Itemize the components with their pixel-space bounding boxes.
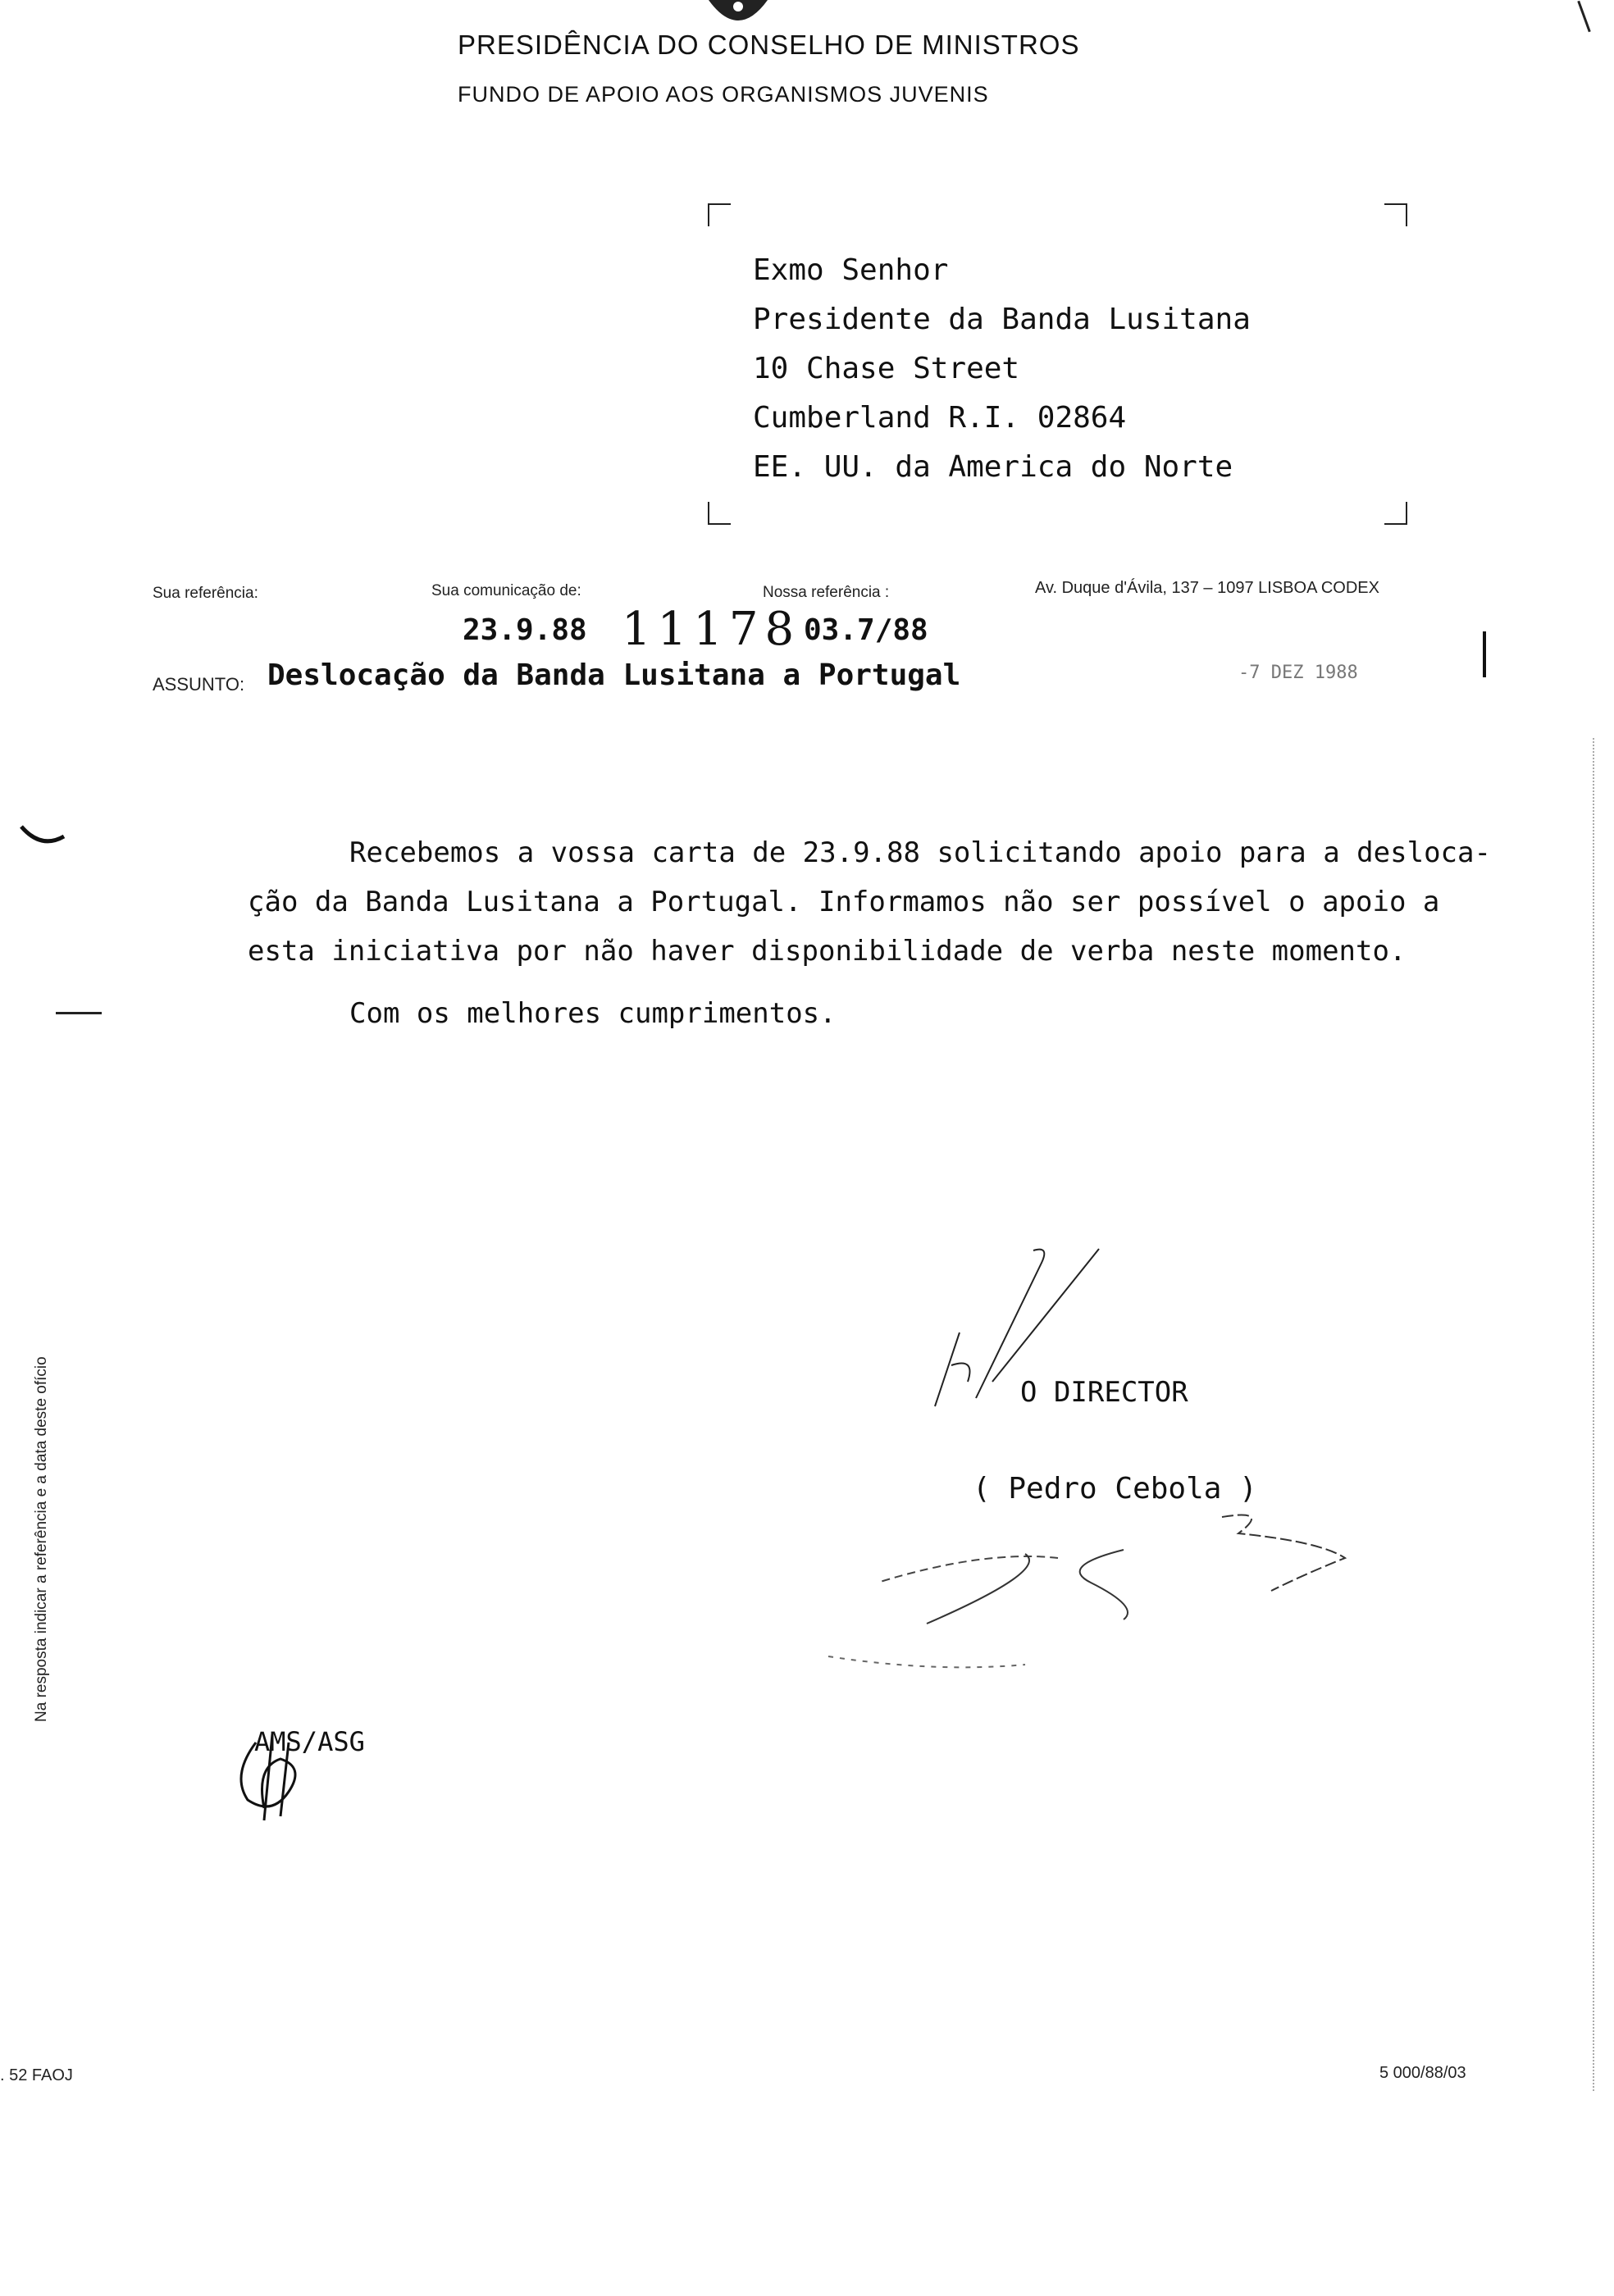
edge-mark <box>1577 1 1591 33</box>
sua-comunicacao-label: Sua comunicação de: <box>431 582 581 599</box>
typist-initials: AMS/ASG <box>254 1726 365 1757</box>
nossa-referencia-value: 03.7/88 <box>804 613 928 647</box>
date-stamp: -7 DEZ 1988 <box>1238 663 1358 683</box>
punch-mark <box>18 820 67 853</box>
window-corner-tr <box>1384 203 1407 226</box>
subject-label: ASSUNTO: <box>153 674 245 695</box>
window-corner-bl <box>708 502 731 525</box>
body-line-1: Recebemos a vossa carta de 23.9.88 solicitando apoio para a desloca- <box>349 836 1491 869</box>
stamp-number: 11178 <box>622 603 801 656</box>
body-line-3: esta iniciativa por não haver disponibilidade de verba neste momento. <box>248 935 1407 968</box>
body-line-2: ção da Banda Lusitana a Portugal. Informamos não ser possível o apoio a <box>248 886 1440 918</box>
letter-body <box>248 828 1527 1038</box>
side-note: Na resposta indicar a referência e a data deste ofício <box>33 1356 50 1722</box>
recipient-address <box>753 246 1251 492</box>
director-name: ( Pedro Cebola ) <box>973 1472 1257 1506</box>
sua-comunicacao-value: 23.9.88 <box>463 613 587 647</box>
recipient-line-4: Cumberland R.I. 02864 <box>753 401 1127 435</box>
ministry-heading: PRESIDÊNCIA DO CONSELHO DE MINISTROS <box>458 30 1080 60</box>
recipient-line-3: 10 Chase Street <box>753 352 1020 385</box>
initials-scribble <box>223 1726 321 1824</box>
fold-mark <box>56 1012 102 1014</box>
print-code: 5 000/88/03 <box>1379 2064 1466 2082</box>
recipient-line-1: Exmo Senhor <box>753 253 949 287</box>
director-title: O DIRECTOR <box>1020 1376 1188 1409</box>
window-corner-br <box>1384 502 1407 525</box>
nossa-referencia-label: Nossa referência : <box>763 584 890 601</box>
subject-text: Deslocação da Banda Lusitana a Portugal <box>267 658 961 692</box>
sender-address: Av. Duque d'Ávila, 137 – 1097 LISBOA CODEX <box>1035 579 1379 597</box>
right-edge-dots <box>1593 738 1596 2091</box>
recipient-line-2: Presidente da Banda Lusitana <box>753 303 1251 336</box>
sua-referencia-label: Sua referência: <box>153 585 258 602</box>
recipient-line-5: EE. UU. da America do Norte <box>753 450 1233 484</box>
closing-line: Com os melhores cumprimentos. <box>349 997 837 1030</box>
faint-signature <box>812 1492 1370 1681</box>
form-code: . 52 FAOJ <box>0 2066 73 2084</box>
agency-heading: FUNDO DE APOIO AOS ORGANISMOS JUVENIS <box>458 82 989 107</box>
margin-bar <box>1483 631 1486 677</box>
emblem-icon <box>705 0 771 28</box>
window-corner-tl <box>708 203 731 226</box>
